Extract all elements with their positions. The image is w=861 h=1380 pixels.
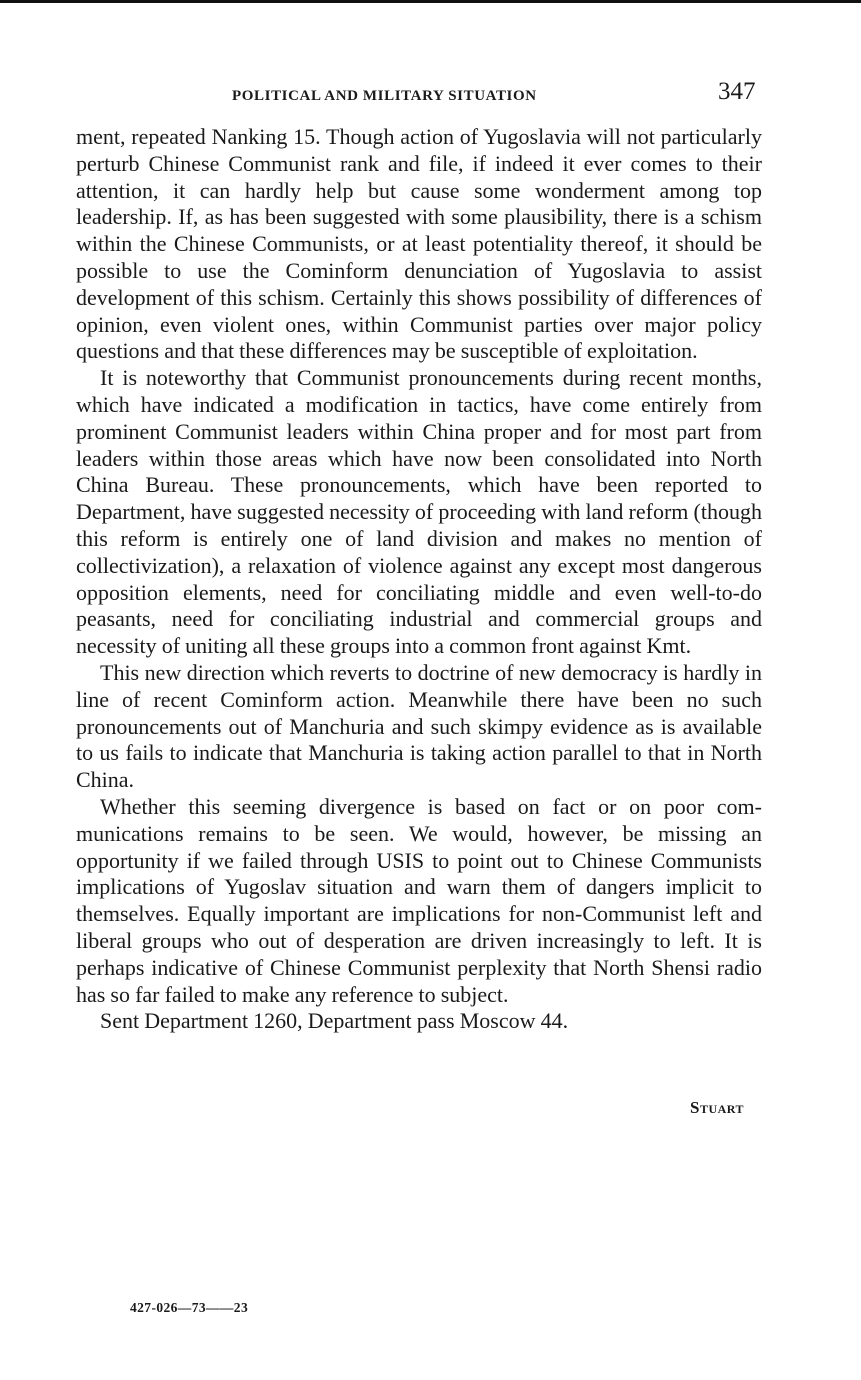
paragraph-3: This new direction which reverts to doctrine of new democracy is hardly in line of recent Cominform action. Meanwhile there have been no such pronouncements out of Manchuria and such skimpy evidence as is available to us fails to indicate that Manchuria is taking action parallel to that in North China. <box>76 659 762 793</box>
body-text <box>76 124 762 1035</box>
running-head: POLITICAL AND MILITARY SITUATION <box>232 88 537 104</box>
page-top-edge <box>0 0 861 3</box>
signature: Stuart <box>690 1098 745 1117</box>
print-code: 427-026—73——23 <box>130 1300 249 1315</box>
paragraph-1: ment, repeated Nanking 15. Though action of Yugoslavia will not particularly perturb Chinese Communist rank and file, if indeed it ever comes to their attention, it can hardly help but cause some wonderment among top leadership. If, as has been suggested with some plausibility, there is a schism within the Chinese Communists, or at least potentiality thereof, it should be possible to use the Cominform denunciation of Yugoslavia to assist development of this schism. Certainly this shows possibility of differences of opinion, even violent ones, within Communist parties over major policy questions and that these differences may be susceptible of exploitation. <box>76 124 762 364</box>
page-header <box>0 78 861 112</box>
paragraph-4: Whether this seeming divergence is based on fact or on poor communications remains to be seen. We would, however, be missing an opportunity if we failed through USIS to point out to Chinese Communists implications of Yugoslav situation and warn them of dangers implicit to themselves. Equally important are implications for non-Communist left and liberal groups who out of desperation are driven increasingly to left. It is perhaps indicative of Chinese Communist perplexity that North Shensi radio has so far failed to make any reference to subject. <box>76 793 762 1007</box>
paragraph-5: Sent Department 1260, Department pass Moscow 44. <box>100 1008 569 1034</box>
paragraph-2: It is noteworthy that Communist pronouncements during recent months, which have indicated a modification in tactics, have come entirely from prominent Communist leaders within China proper and for most part from leaders within those areas which have now been consolidated into North China Bureau. These pronouncements, which have been reported to Department, have suggested necessity of proceeding with land reform (though this reform is entirely one of land division and makes no mention of collectivization), a relaxation of violence against any except most dangerous opposition elements, need for conciliating middle and even well-to-do peasants, need for conciliating industrial and commercial groups and necessity of uniting all these groups into a common front against Kmt. <box>76 365 762 659</box>
page-number: 347 <box>718 78 756 105</box>
